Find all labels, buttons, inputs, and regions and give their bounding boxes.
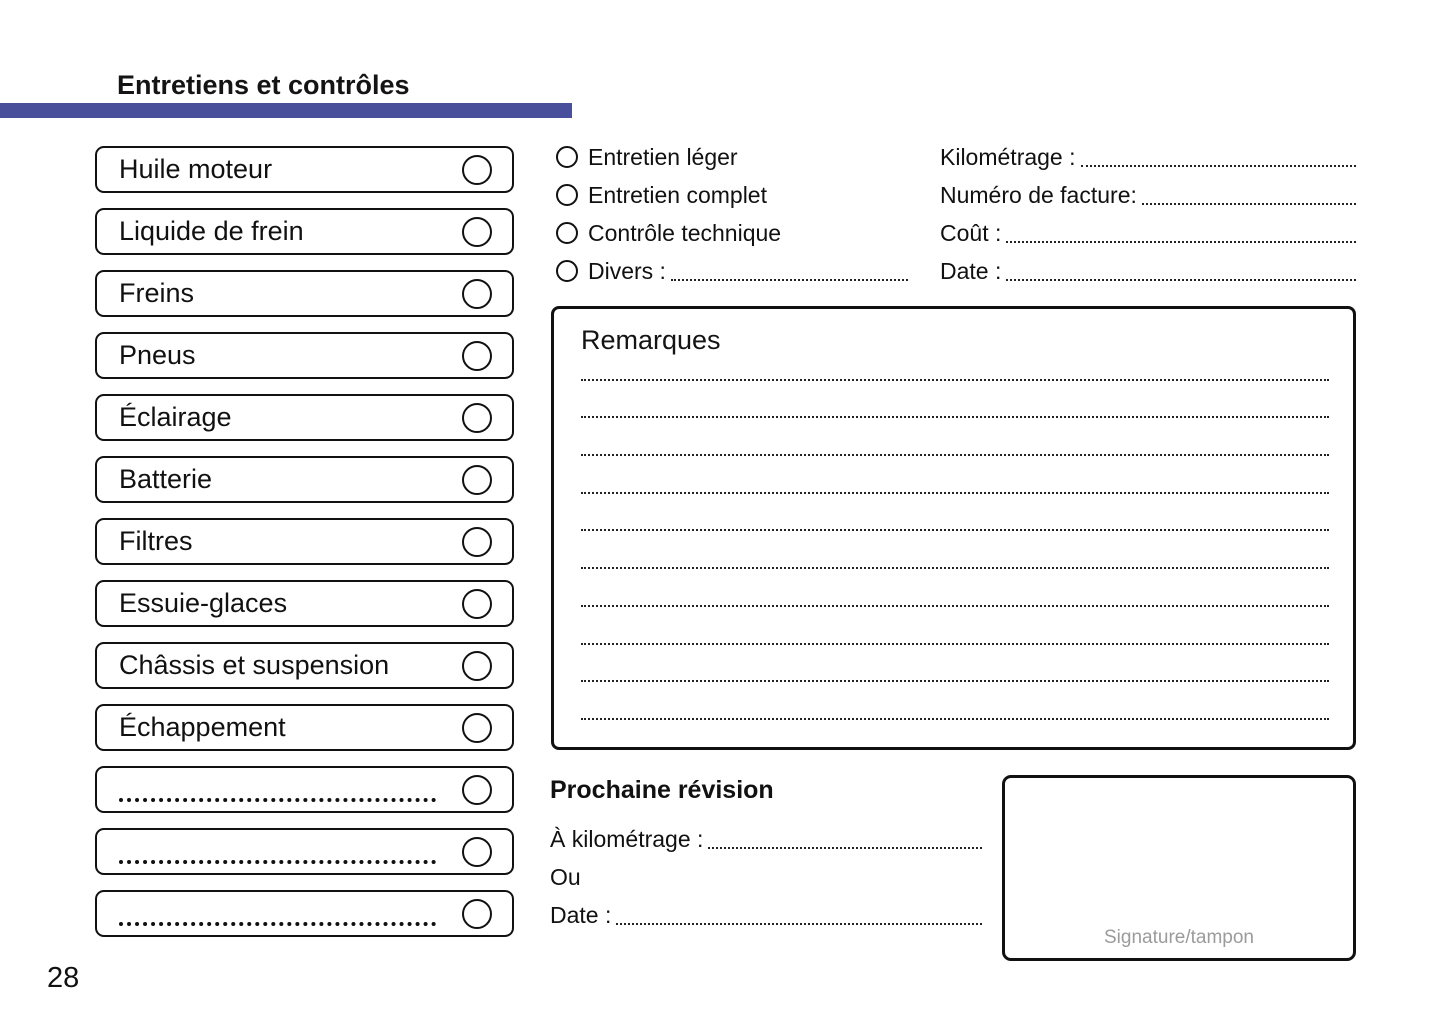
radio-circle[interactable] xyxy=(556,184,578,206)
remarks-dotted-line[interactable] xyxy=(581,682,1329,720)
service-type-label: Entretien complet xyxy=(588,181,767,208)
checklist-item-label: Filtres xyxy=(119,526,193,556)
next-service-fields xyxy=(550,820,982,934)
remarks-dotted-line[interactable] xyxy=(581,381,1329,419)
remarks-title: Remarques xyxy=(581,325,721,355)
record-field xyxy=(940,214,1356,252)
checklist-item xyxy=(95,642,514,689)
dotted-input-line[interactable] xyxy=(1081,165,1356,167)
next-service-field-label: À kilométrage : xyxy=(550,825,704,852)
checklist-item xyxy=(95,270,514,317)
signature-box[interactable] xyxy=(1002,775,1356,961)
checklist-item-label: Freins xyxy=(119,278,195,308)
service-type-options xyxy=(556,138,908,290)
checklist-item xyxy=(95,518,514,565)
checklist-item xyxy=(95,208,514,255)
service-type-option xyxy=(556,138,908,176)
remarks-dotted-line[interactable] xyxy=(581,418,1329,456)
service-type-label: Divers : xyxy=(588,257,666,284)
dotted-input-line[interactable] xyxy=(1006,241,1356,243)
remarks-dotted-line[interactable] xyxy=(581,607,1329,645)
checklist-item xyxy=(95,332,514,379)
dotted-input-line[interactable] xyxy=(1142,203,1356,205)
checklist-item-label: Huile moteur xyxy=(119,154,273,184)
next-service-field-label: Ou xyxy=(550,863,581,890)
check-circle[interactable] xyxy=(462,465,492,495)
next-service-title: Prochaine révision xyxy=(550,776,774,804)
record-field-label: Coût : xyxy=(940,219,1002,246)
checklist-item xyxy=(95,146,514,193)
dotted-input-line[interactable] xyxy=(616,923,982,925)
check-circle[interactable] xyxy=(462,651,492,681)
dotted-input-line[interactable] xyxy=(708,847,982,849)
page-number: 28 xyxy=(47,962,80,994)
remarks-box xyxy=(551,306,1356,750)
checklist-item-blank xyxy=(95,890,514,937)
next-service-field xyxy=(550,820,982,858)
service-type-option xyxy=(556,214,908,252)
checklist-item xyxy=(95,456,514,503)
checklist-item-label: Essuie-glaces xyxy=(119,588,288,618)
check-circle[interactable] xyxy=(462,837,492,867)
remarks-dotted-line[interactable] xyxy=(581,645,1329,683)
checklist-item xyxy=(95,394,514,441)
radio-circle[interactable] xyxy=(556,260,578,282)
next-service-field xyxy=(550,896,982,934)
maintenance-checklist xyxy=(95,146,514,937)
blank-entry-dotted-line[interactable] xyxy=(119,860,436,864)
check-circle[interactable] xyxy=(462,155,492,185)
check-circle[interactable] xyxy=(462,279,492,309)
record-field-label: Numéro de facture: xyxy=(940,181,1137,208)
remarks-dotted-line[interactable] xyxy=(581,531,1329,569)
radio-circle[interactable] xyxy=(556,222,578,244)
dotted-input-line[interactable] xyxy=(671,279,908,281)
checklist-item-blank xyxy=(95,766,514,813)
checklist-item-label: Éclairage xyxy=(119,402,232,432)
check-circle[interactable] xyxy=(462,899,492,929)
checklist-item-label: Liquide de frein xyxy=(119,216,304,246)
check-circle[interactable] xyxy=(462,589,492,619)
service-type-option xyxy=(556,252,908,290)
checklist-item xyxy=(95,704,514,751)
remarks-dotted-line[interactable] xyxy=(581,343,1329,381)
next-service-field-label: Date : xyxy=(550,901,612,928)
check-circle[interactable] xyxy=(462,527,492,557)
checklist-item-label: Châssis et suspension xyxy=(119,650,390,680)
record-field-label: Date : xyxy=(940,257,1002,284)
blank-entry-dotted-line[interactable] xyxy=(119,922,436,926)
checklist-item-label: Batterie xyxy=(119,464,213,494)
checklist-item-label: Pneus xyxy=(119,340,196,370)
remarks-dotted-line[interactable] xyxy=(581,456,1329,494)
remarks-lines xyxy=(581,343,1329,720)
next-service-field xyxy=(550,858,982,896)
record-field xyxy=(940,176,1356,214)
check-circle[interactable] xyxy=(462,403,492,433)
checklist-item xyxy=(95,580,514,627)
checklist-item-label: Échappement xyxy=(119,712,286,742)
check-circle[interactable] xyxy=(462,341,492,371)
record-fields xyxy=(940,138,1356,290)
remarks-dotted-line[interactable] xyxy=(581,569,1329,607)
service-type-label: Entretien léger xyxy=(588,143,738,170)
dotted-input-line[interactable] xyxy=(1006,279,1356,281)
blank-entry-dotted-line[interactable] xyxy=(119,798,436,802)
signature-label: Signature/tampon xyxy=(1104,927,1254,948)
service-type-option xyxy=(556,176,908,214)
record-field-label: Kilométrage : xyxy=(940,143,1076,170)
page-title: Entretiens et contrôles xyxy=(117,70,410,100)
radio-circle[interactable] xyxy=(556,146,578,168)
remarks-dotted-line[interactable] xyxy=(581,494,1329,532)
record-field xyxy=(940,252,1356,290)
checklist-item-blank xyxy=(95,828,514,875)
header-accent-bar xyxy=(0,103,572,118)
check-circle[interactable] xyxy=(462,217,492,247)
record-field xyxy=(940,138,1356,176)
service-type-label: Contrôle technique xyxy=(588,219,782,246)
check-circle[interactable] xyxy=(462,775,492,805)
check-circle[interactable] xyxy=(462,713,492,743)
